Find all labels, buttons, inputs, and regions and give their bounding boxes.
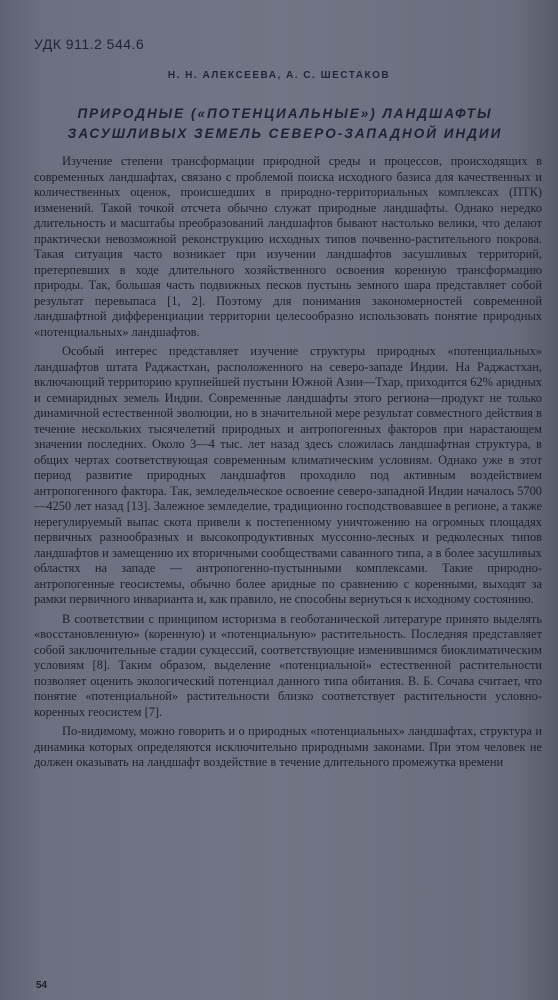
paragraph-3: В соответствии с принципом историзма в геоботанической литературе принято выделять «восстановленную» (коренную) и «потенциальную» растительность. Последняя представляет собой заключительные стадии сукцессий, соответствующие изменившимся биоклиматическим условиям [8]. Таким образом, выделение «потенциальной» естественной растительности позволяет оценить экологический потенциал данного типа обитания. В. Б. Сочава считает, что понятие «потенциальной» растительности близко соответствует растительности условно-коренных геосистем [7]. bbox=[34, 611, 542, 719]
article-body bbox=[34, 154, 542, 775]
title-line-1: ПРИРОДНЫЕ («ПОТЕНЦИАЛЬНЫЕ») ЛАНДШАФТЫ bbox=[77, 106, 493, 121]
paragraph-2: Особый интерес представляет изучение структуры природных «потенциальных» ландшафтов штата Раджастхан, расположенного на северо-западе Индии. На Раджастхан, включающий территорию крупнейшей пустыни Южной Азии—Тхар, приходится 62% аридных и семиаридных земель Индии. Современные ландшафты этого региона—продукт не только динамичной естественной эволюции, но в значительной мере результат совместного действия в течение нескольких тысячелетий природных и антропогенных факторов при нарастающем значении последних. Около 3—4 тыс. лет назад здесь сложилась ландшафтная структура, в общих чертах соответствующая современным климатическим условиям. Однако уже в этот период развитие природных ландшафтов проходило под активным воздействием антропогенного фактора. Так, земледельческое освоение северо-западной Индии началось 5700—4250 лет назад [13]. Залежное земледелие, традиционно господствовавшее в регионе, а также нерегулируемый выпас скота привели к постепенному уничтожению на огромных площадях первичных разнообразных и высокопродуктивных муссонно-лесных и редколесных типов ландшафтов и замещению их вторичными сообществами саванного типа, а в более засушливых областях на западе — антропогенно-пустынными комплексами. Такие природно-антропогенные геосистемы, обычно более аридные по сравнению с коренными, выходят за рамки первичного инварианта и, как правило, не способны вернуться к исходному состоянию. bbox=[34, 344, 542, 606]
page-number: 54 bbox=[36, 980, 48, 991]
title-line-2: ЗАСУШЛИВЫХ ЗЕМЕЛЬ СЕВЕРО-ЗАПАДНОЙ ИНДИИ bbox=[67, 126, 503, 141]
authors-line: Н. Н. АЛЕКСЕЕВА, А. С. ШЕСТАКОВ bbox=[167, 70, 391, 81]
udc-code: УДК 911.2 544.6 bbox=[34, 36, 145, 52]
paragraph-1: Изучение степени трансформации природной среды и процессов, происходящих в современных ландшафтах, связано с проблемой поиска исходного базиса для качественных и количественных оценок, происшедших в природно-территориальных комплексах (ПТК) изменений. Такой точкой отсчета обычно служат природные ландшафты. Однако нередко длительность и масштабы преобразований ландшафтов бывают настолько велики, что делают практически невозможной реконструкцию исходных типов почвенно-растительного покрова. Такая ситуация часто возникает при изучении ландшафтов засушливых территорий, претерпевших в ходе длительного хозяйственного освоения коренную трансформацию природы. Так, большая часть подвижных песков пустынь земного шара представляет собой результат перевыпаса [1, 2]. Поэтому для понимания закономерностей современной ландшафтной дифференциации территории целесообразно использовать понятие природных «потенциальных» ландшафтов. bbox=[34, 154, 542, 339]
paragraph-4: По-видимому, можно говорить и о природных «потенциальных» ландшафтах, структура и динамика которых определяются исключительно природными законами. При этом человек не должен оказывать на ландшафт воздействие в течение длительного промежутка времени bbox=[34, 724, 542, 769]
article-title bbox=[40, 104, 530, 144]
